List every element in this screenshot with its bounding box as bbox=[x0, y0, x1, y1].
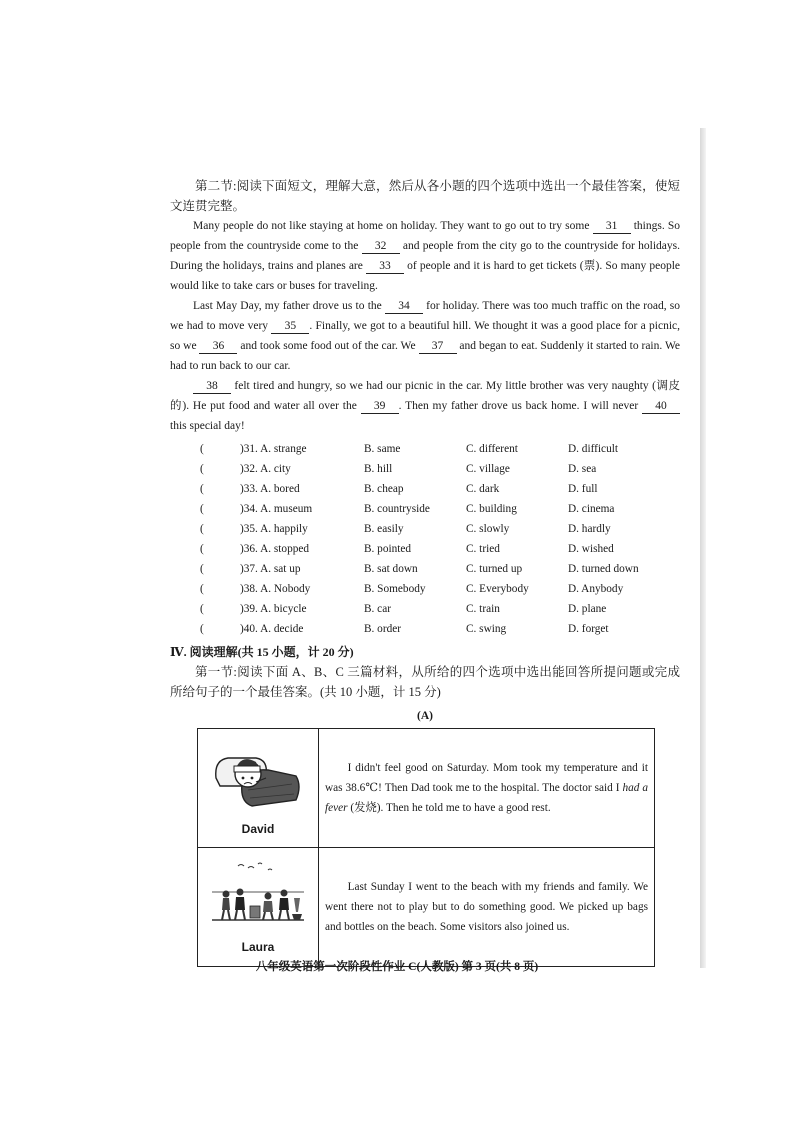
blank-38: 38 bbox=[193, 379, 231, 394]
option-c: C. building bbox=[466, 503, 517, 515]
blank-36: 36 bbox=[199, 339, 237, 354]
option-c: C. different bbox=[466, 443, 518, 455]
option-c: C. village bbox=[466, 463, 510, 475]
option-b: B. hill bbox=[364, 463, 393, 475]
passage-text: for holiday. There was too much traffic on the road, so we had to move very bbox=[170, 300, 681, 332]
david-row bbox=[198, 729, 655, 848]
option-d: D. difficult bbox=[568, 443, 618, 455]
option-a: )40. A. decide bbox=[240, 623, 304, 635]
beach-cleanup-icon bbox=[210, 858, 306, 930]
option-b: B. pointed bbox=[364, 543, 412, 555]
section4-heading: Ⅳ. 阅读理解(共 15 小题，计 20 分) bbox=[170, 645, 354, 659]
option-d: D. Anybody bbox=[568, 583, 624, 595]
option-b: B. countryside bbox=[364, 503, 430, 515]
option-b: B. easily bbox=[364, 523, 404, 535]
passage-paragraph-2 bbox=[170, 296, 680, 376]
david-text bbox=[319, 729, 655, 848]
option-b: B. car bbox=[364, 603, 391, 615]
passage-text: and people from the city go to the countryside for holidays. During the holidays, trains and planes are bbox=[170, 240, 681, 272]
option-row bbox=[200, 519, 639, 539]
option-c: C. swing bbox=[466, 623, 507, 635]
option-d: D. hardly bbox=[568, 523, 611, 535]
option-d: D. turned down bbox=[568, 563, 639, 575]
option-b: B. cheap bbox=[364, 483, 404, 495]
exam-page bbox=[170, 176, 680, 967]
laura-row bbox=[198, 848, 655, 967]
blank-32: 32 bbox=[362, 239, 400, 254]
option-d: D. full bbox=[568, 483, 598, 495]
blank-34: 34 bbox=[385, 299, 423, 314]
option-b: B. order bbox=[364, 623, 402, 635]
david-text-1: I didn't feel good on Saturday. Mom took my temperature and it was 38.6℃! Then Dad took me to the hospital. The doctor said I bbox=[325, 762, 648, 794]
answer-paren: ( bbox=[200, 503, 204, 515]
option-d: D. plane bbox=[568, 603, 607, 615]
option-d: D. forget bbox=[568, 623, 609, 635]
laura-name: Laura bbox=[241, 939, 275, 954]
option-a: )39. A. bicycle bbox=[240, 603, 307, 615]
passage-text: . Then my father drove us back home. I will never bbox=[398, 400, 642, 412]
option-a: )34. A. museum bbox=[240, 503, 313, 515]
option-row bbox=[200, 599, 639, 619]
passage-text: and began to eat. Suddenly it started to rain. We had to run back to our car. bbox=[170, 340, 681, 372]
option-row bbox=[200, 479, 639, 499]
option-b: B. Somebody bbox=[364, 583, 426, 595]
passage-text: things. So people from the countryside come to the bbox=[170, 220, 680, 252]
david-picture-cell bbox=[198, 729, 319, 848]
passage-text: Many people do not like staying at home on holiday. They want to go out to try some bbox=[193, 220, 593, 232]
passage-text: . Finally, we got to a beautiful hill. We thought it was a good place for a picnic, so we bbox=[170, 320, 680, 352]
blank-40: 40 bbox=[642, 399, 680, 414]
passage-paragraph-3 bbox=[170, 376, 680, 436]
section2-instruction: 第二节:阅读下面短文，理解大意，然后从各小题的四个选项中选出一个最佳答案，使短文连贯完整。 bbox=[170, 179, 680, 213]
answer-paren: ( bbox=[200, 543, 204, 555]
laura-text: Last Sunday I went to the beach with my friends and family. We went there not to play but to do something good. We picked up bags and bottles on the beach. Some visitors also joined us. bbox=[319, 848, 655, 967]
blank-31: 31 bbox=[593, 219, 631, 234]
option-row bbox=[200, 439, 639, 459]
option-a: )38. A. Nobody bbox=[240, 583, 311, 595]
answer-paren: ( bbox=[200, 583, 204, 595]
answer-paren: ( bbox=[200, 563, 204, 575]
option-c: C. tried bbox=[466, 543, 500, 555]
option-a: )31. A. strange bbox=[240, 443, 307, 455]
reading-a-table bbox=[197, 728, 655, 967]
passage-text: felt tired and hungry, so we had our picnic in the car. My little brother was very naughty (调皮的). He put food and water all over the bbox=[170, 380, 680, 412]
david-text-italic: had a fever bbox=[325, 782, 648, 814]
blank-37: 37 bbox=[419, 339, 457, 354]
option-c: C. slowly bbox=[466, 523, 510, 535]
option-row bbox=[200, 579, 639, 599]
answer-paren: ( bbox=[200, 603, 204, 615]
option-d: D. wished bbox=[568, 543, 614, 555]
option-b: B. sat down bbox=[364, 563, 418, 575]
passage-text: this special day! bbox=[170, 420, 245, 432]
option-row bbox=[200, 559, 639, 579]
passage-text: and took some food out of the car. We bbox=[237, 340, 419, 352]
answer-paren: ( bbox=[200, 523, 204, 535]
options-table bbox=[200, 439, 639, 639]
option-c: C. Everybody bbox=[466, 583, 529, 595]
page-footer: 八年级英语第一次阶段性作业 C(人教版) 第 3 页(共 8 页) bbox=[255, 961, 539, 973]
answer-paren: ( bbox=[200, 483, 204, 495]
david-text-2: (发烧). Then he told me to have a good rest. bbox=[347, 802, 551, 814]
option-c: C. dark bbox=[466, 483, 500, 495]
option-a: )35. A. happily bbox=[240, 523, 308, 535]
passage-text: of people and it is hard to get tickets (票). So many people would like to take cars or buses for traveling. bbox=[170, 260, 681, 292]
option-a: )36. A. stopped bbox=[240, 543, 310, 555]
option-row bbox=[200, 539, 639, 559]
part-a-label: (A) bbox=[417, 710, 433, 722]
option-d: D. cinema bbox=[568, 503, 615, 515]
blank-39: 39 bbox=[361, 399, 399, 414]
option-row bbox=[200, 619, 639, 639]
section4-instruction: 第一节:阅读下面 A、B、C 三篇材料，从所给的四个选项中选出能回答所提问题或完成所给句子的一个最佳答案。(共 10 小题，计 15 分) bbox=[170, 665, 680, 699]
option-a: )37. A. sat up bbox=[240, 563, 301, 575]
blank-33: 33 bbox=[366, 259, 404, 274]
option-c: C. train bbox=[466, 603, 500, 615]
option-c: C. turned up bbox=[466, 563, 523, 575]
option-a: )33. A. bored bbox=[240, 483, 300, 495]
sick-boy-icon bbox=[212, 738, 304, 812]
option-b: B. same bbox=[364, 443, 401, 455]
option-a: )32. A. city bbox=[240, 463, 291, 475]
david-name: David bbox=[241, 821, 275, 836]
passage-text: Last May Day, my father drove us to the bbox=[193, 300, 385, 312]
blank-35: 35 bbox=[271, 319, 309, 334]
answer-paren: ( bbox=[200, 443, 204, 455]
answer-paren: ( bbox=[200, 623, 204, 635]
answer-paren: ( bbox=[200, 463, 204, 475]
option-row bbox=[200, 499, 639, 519]
passage-paragraph-1 bbox=[170, 216, 680, 296]
laura-picture-cell bbox=[198, 848, 319, 967]
option-d: D. sea bbox=[568, 463, 597, 475]
page-edge-shadow bbox=[700, 128, 706, 968]
option-row bbox=[200, 459, 639, 479]
